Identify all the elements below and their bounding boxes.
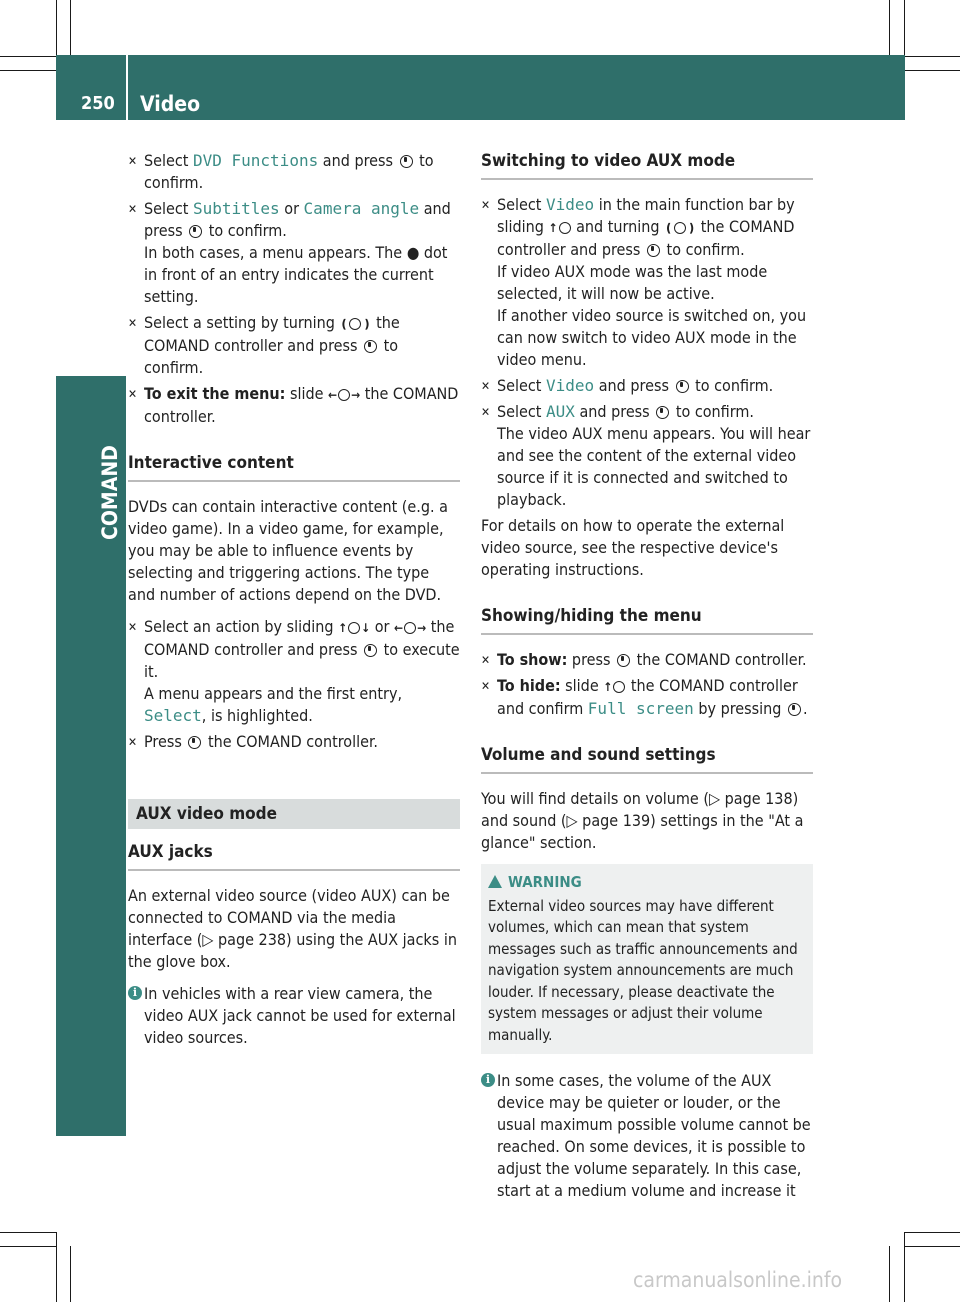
menu-item-label: Video xyxy=(545,376,595,395)
instruction-step: ✕ Select Video and press to confirm. xyxy=(481,376,774,395)
instruction-step: ✕ Select Subtitles or Camera angle and press to confirm. In both cases, a menu appears. The ● dot in front of an entry indicates the current setting. xyxy=(128,198,460,308)
press-controller-icon xyxy=(656,406,669,419)
instruction-step: ✕ Press the COMAND controller. xyxy=(128,732,378,751)
crop-mark xyxy=(0,1246,56,1247)
crop-mark xyxy=(905,1246,960,1247)
warning-icon xyxy=(488,875,502,888)
menu-item-label: DVD Functions xyxy=(192,151,319,170)
press-controller-icon xyxy=(647,244,660,257)
step-arrow-icon: ✕ xyxy=(128,735,138,749)
crop-mark xyxy=(904,1232,905,1302)
crop-mark xyxy=(56,0,57,56)
press-controller-icon xyxy=(676,380,689,393)
crop-mark xyxy=(904,0,905,56)
step-arrow-icon: ✕ xyxy=(128,154,138,168)
chapter-side-label: COMAND xyxy=(98,445,122,540)
crop-mark xyxy=(0,56,56,57)
paragraph: An external video source (video AUX) can be connected to COMAND via the media interface (▷ page 238) using the AUX jacks in the glove box. xyxy=(128,886,457,971)
instruction-step: ✕ Select an action by sliding ↑ ↓ or ← → the COMAND controller and press to execute it. A menu appears and the first entry, Select, is highlighted. xyxy=(128,617,460,725)
press-controller-icon xyxy=(364,644,377,657)
menu-item-label: AUX xyxy=(545,402,575,421)
crop-mark xyxy=(905,1232,960,1233)
crop-mark xyxy=(889,1246,890,1302)
crop-mark xyxy=(0,1232,56,1233)
info-icon: i xyxy=(128,986,142,1000)
instruction-step: ✕ To hide: slide ↑ the COMAND controller and confirm Full screen by pressing . xyxy=(481,676,808,718)
crop-mark xyxy=(905,70,960,71)
turn-controller-icon: ❪ ❫ xyxy=(664,221,697,235)
crop-mark xyxy=(0,70,56,71)
step-result: In both cases, a menu appears. The ● dot in front of an entry indicates the current setting. xyxy=(144,243,448,306)
crop-mark xyxy=(889,0,890,56)
press-controller-icon xyxy=(188,736,201,749)
crop-mark xyxy=(70,1246,71,1302)
warning-title: WARNING xyxy=(488,872,805,894)
step-result: A menu appears and the first entry, Select, is highlighted. xyxy=(144,684,403,725)
menu-item-label: Video xyxy=(545,195,595,214)
paragraph: DVDs can contain interactive content (e.g. a video game). In a video game, for example, you may be able to influence events by selecting and triggering actions. The type and number of actions depend on the DVD. xyxy=(128,497,448,604)
right-column xyxy=(481,150,813,1202)
step-arrow-icon: ✕ xyxy=(481,379,491,393)
left-column xyxy=(128,150,460,1049)
instruction-step: ✕ Select Video in the main function bar by sliding ↑ and turning ❪ ❫ the COMAND controller and press to confirm. If video AUX mode was the last mode selected, it will now be active. If another video source is switched on, you can now switch to video AUX mode in the video menu. xyxy=(481,194,813,371)
instruction-step: ✕ Select DVD Functions and press to confirm. xyxy=(128,151,434,192)
info-note: i In some cases, the volume of the AUX device may be quieter or louder, or the usual maximum possible volume cannot be reached. On some devices, it is possible to adjust the volume separately. In this case, start at a medium volume and increase it xyxy=(481,1070,813,1202)
press-controller-icon xyxy=(617,654,630,667)
page-header xyxy=(56,55,905,120)
slide-left-right-icon: ← → xyxy=(394,621,427,635)
crop-mark xyxy=(70,0,71,56)
watermark: carmanualsonline.info xyxy=(633,1268,843,1292)
slide-left-right-icon: ← → xyxy=(328,388,361,402)
step-arrow-icon: ✕ xyxy=(481,198,491,212)
instruction-step: ✕ To show: press the COMAND controller. xyxy=(481,650,807,669)
section-heading: Interactive content xyxy=(128,452,460,482)
step-arrow-icon: ✕ xyxy=(128,316,138,330)
step-arrow-icon: ✕ xyxy=(128,387,138,401)
step-result: If video AUX mode was the last mode selected, it will now be active. xyxy=(497,262,768,303)
turn-controller-icon: ❪ ❫ xyxy=(339,317,372,331)
press-controller-icon xyxy=(189,225,202,238)
instruction-step: ✕ To exit the menu: slide ← → the COMAND controller. xyxy=(128,384,459,426)
menu-item-label: Full screen xyxy=(587,699,694,718)
warning-box xyxy=(481,864,813,1054)
slide-up-icon: ↑ xyxy=(548,221,571,235)
step-arrow-icon: ✕ xyxy=(128,620,138,634)
slide-up-icon: ↑ xyxy=(603,680,626,694)
step-arrow-icon: ✕ xyxy=(481,679,491,693)
step-arrow-icon: ✕ xyxy=(481,405,491,419)
section-heading: Switching to video AUX mode xyxy=(481,150,813,180)
slide-up-down-icon: ↑ ↓ xyxy=(338,621,371,635)
chapter-heading: AUX video mode xyxy=(128,799,460,829)
step-result: The video AUX menu appears. You will hear and see the content of the external video source if it is connected and switched to playback. xyxy=(497,424,811,509)
menu-item-label: Select xyxy=(144,706,202,725)
info-note: i In vehicles with a rear view camera, the video AUX jack cannot be used for external video sources. xyxy=(128,983,460,1049)
paragraph: For details on how to operate the external video source, see the respective device's operating instructions. xyxy=(481,516,785,579)
page-number: 250 xyxy=(81,93,115,114)
instruction-step: ✕ Select AUX and press to confirm. The video AUX menu appears. You will hear and see the content of the external video source if it is connected and switched to playback. xyxy=(481,401,813,511)
info-icon: i xyxy=(481,1073,495,1087)
crop-mark xyxy=(905,56,960,57)
step-arrow-icon: ✕ xyxy=(481,653,491,667)
section-heading: Showing/hiding the menu xyxy=(481,605,813,635)
press-controller-icon xyxy=(364,340,377,353)
menu-item-label: Subtitles xyxy=(192,199,280,218)
warning-text: External video sources may have different volumes, which can mean that system messages such as traffic announcements and navigation system announcements are much louder. If necessary, please deactivate the system messages or adjust their volume manually. xyxy=(488,896,798,1044)
paragraph: You will find details on volume (▷ page 138) and sound (▷ page 139) settings in the "At a glance" section. xyxy=(481,789,804,852)
step-result: If another video source is switched on, you can now switch to video AUX mode in the video menu. xyxy=(497,306,807,369)
press-controller-icon xyxy=(788,703,801,716)
section-heading: Volume and sound settings xyxy=(481,744,813,774)
page-title: Video xyxy=(140,92,201,116)
header-separator xyxy=(126,55,128,120)
section-heading: AUX jacks xyxy=(128,841,460,871)
crop-mark xyxy=(56,1232,57,1302)
instruction-step: ✕ Select a setting by turning ❪ ❫ the COMAND controller and press to confirm. xyxy=(128,313,400,377)
menu-item-label: Camera angle xyxy=(303,199,420,218)
step-arrow-icon: ✕ xyxy=(128,202,138,216)
press-controller-icon xyxy=(400,155,413,168)
